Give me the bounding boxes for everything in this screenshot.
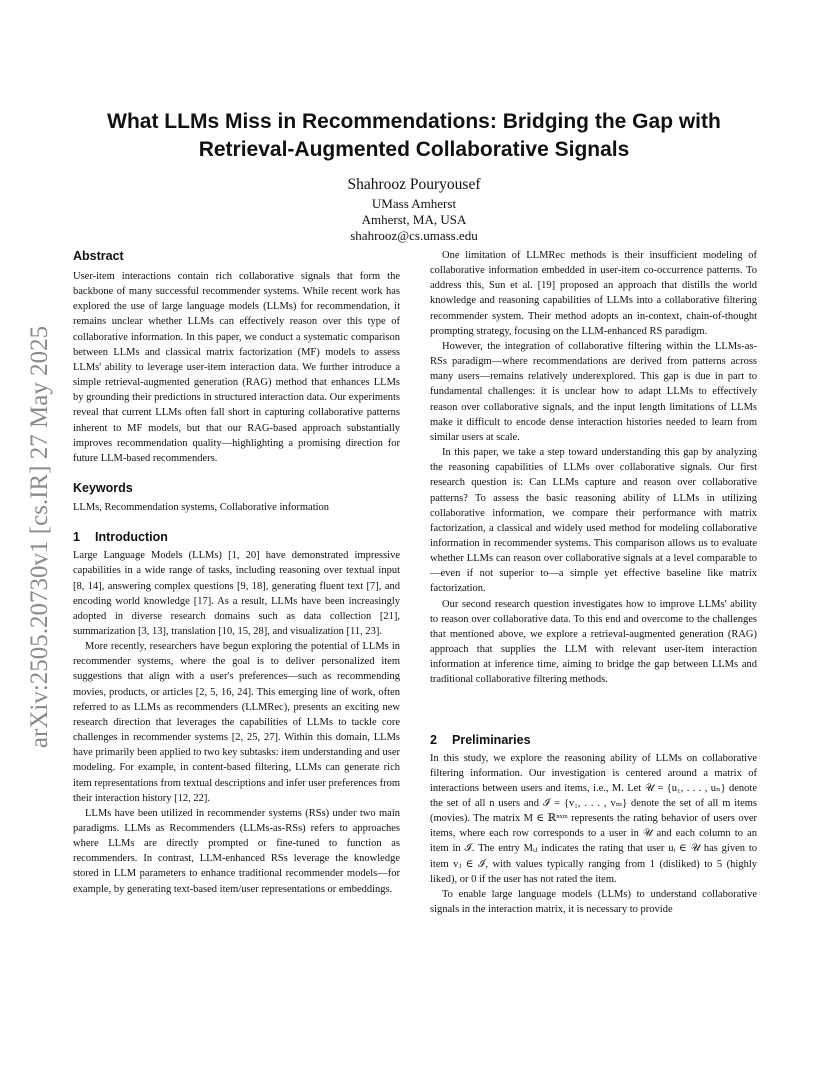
prelim-paragraph: In this study, we explore the reasoning ability of LLMs on collaborative filtering information. Our investigation is centered around a matrix of interactions between users and items, i.e., M. Let 𝒰 = {u₁, . . . , uₙ} denote the set of all n users and ℐ = {v₁, . . . , vₘ} denote the set of all m items (movies). The matrix M ∈ ℝⁿˣᵐ represents the rating behavior of users over items, where each row corresponds to a user in 𝒰 and each column to an item in ℐ. The entry Mᵢⱼ indicates the rating that user uᵢ ∈ 𝒰 has given to item vⱼ ∈ ℐ, with values typically ranging from 1 (disliked) to 5 (highly liked), or 0 if the user has not rated the item. (430, 752, 757, 885)
body-paragraph: However, the integration of collaborative filtering within the LLMs-as-RSs paradigm—where recommendations are derived from patterns across many users—remains relatively underexplored. This gap is due in part to fundamental challenges: it is unclear how to adapt LLMs to effectively reason over collaborative signals, and the input length limitations of LLMs make it difficult to encode dense interaction histories needed to learn from similar users at scale. (430, 340, 757, 443)
keywords-heading: Keywords (73, 481, 133, 496)
intro-paragraph: LLMs have been utilized in recommender systems (RSs) under two main paradigms. LLMs as Recommenders (LLMs-as-RSs) refers to approaches where LLMs are directly prompted or fine-tuned to function as recommenders. In contrast, LLM-enhanced RSs leverage the knowledge stored in LLM parameters to enhance traditional recommender models—for example, by generating text-based item/user representations or embeddings. (73, 807, 400, 895)
section-title: Preliminaries (452, 732, 531, 747)
section-heading-preliminaries (430, 732, 757, 748)
abstract-heading: Abstract (73, 249, 124, 263)
intro-paragraph: More recently, researchers have begun exploring the potential of LLMs in recommender systems, where the goal is to deliver personalized item suggestions that align with a user's preferences—such as recommending movies, products, or articles [2, 5, 16, 24]. This emerging line of work, often referred to as LLMs as recommenders (LLMRec), presents an exciting new research direction that leverages the capabilities of LLMs to tackle core challenges in recommender systems [2, 25, 27]. Within this domain, LLMs have primarily been applied to two key subtasks: item understanding and user modeling. For example, in content-based filtering, LLMs can generate rich item representations from textual descriptions and infer user preferences from their interaction history [12, 22]. (73, 641, 400, 804)
paper-title: What LLMs Miss in Recommendations: Bridging the Gap with Retrieval-Augmented Collaborative Signals (107, 110, 721, 161)
section-number: 2 (430, 732, 437, 747)
keywords-text: LLMs, Recommendation systems, Collaborative information (73, 502, 330, 514)
author-location: Amherst, MA, USA (361, 212, 467, 227)
abstract-text: User-item interactions contain rich collaborative signals that form the backbone of many successful recommender systems. While recent work has explored the use of large language models (LLMs) for recommendation, it remains unclear whether LLMs can effectively reason over this type of collaborative information. In this paper, we conduct a systematic comparison between LLMs and classical matrix factorization (MF) models to assess LLMs' ability to leverage user-item interaction data. We further introduce a simple retrieval-augmented generation (RAG) method that enhances LLMs by grounding their predictions in structured interaction data. Our experiments reveal that current LLMs often fall short in capturing collaborative patterns inherent to MF models, but that our RAG-based approach substantially improves recommendation quality—highlighting a promising direction for future LLM-based recommenders. (73, 271, 400, 464)
body-paragraph: In this paper, we take a step toward understanding this gap by analyzing the reasoning capabilities of LLMs over collaborative signals. Our first research question is: Can LLMs capture and reason over collaborative patterns? To assess the basic reasoning ability of LLMs in utilizing collaborative information, we compare their performance with matrix factorization, a classical and widely used method for modeling collaborative information in recommender systems. This comparison allows us to evaluate whether LLMs can reason over collaborative signals at a level comparable to—even if not superior to—a simple yet effective baseline like matrix factorization. (430, 447, 757, 595)
arxiv-identifier: arXiv:2505.20730v1 [cs.IR] 27 May 2025 (26, 325, 53, 749)
author-name: Shahrooz Pouryousef (347, 176, 481, 193)
body-paragraph: One limitation of LLMRec methods is their insufficient modeling of collaborative information embedded in user-item co-occurrence patterns. To address this, Sun et al. [19] proposed an approach that distills the world knowledge and reasoning capabilities of LLMs into a collaborative filtering recommender system. Their method adopts an in-context, chain-of-thought prompting strategy, focusing on the LLM-enhanced RS paradigm. (430, 250, 757, 337)
section-number: 1 (73, 530, 80, 545)
author-affiliation: UMass Amherst (371, 196, 457, 211)
section-title: Introduction (95, 530, 168, 545)
section-heading-introduction (73, 529, 400, 545)
left-column (73, 248, 400, 897)
author-email: shahrooz@cs.umass.edu (350, 228, 478, 243)
intro-paragraph: Large Language Models (LLMs) [1, 20] have demonstrated impressive capabilities in a wide range of tasks, including reasoning over textual input [8, 14], answering complex questions [9, 18], generating fluent text [7], and encoding world knowledge [17]. As a result, LLMs have been increasingly adopted in diverse research domains such as data collection [21], summarization [3, 13], translation [10, 15, 28], and visualization [11, 23]. (73, 550, 400, 637)
body-paragraph: Our second research question investigates how to improve LLMs' ability to reason over collaborative data. To this end and overcome to the challenges that mentioned above, we explore a retrieval-augmented generation (RAG) approach that supplies the LLM with relevant user-item interaction information at inference time, aiming to bridge the gap between LLMs and traditional collaborative filtering methods. (430, 598, 757, 686)
prelim-paragraph: To enable large language models (LLMs) to understand collaborative signals in the interaction matrix, it is necessary to provide (430, 888, 757, 916)
right-column (430, 248, 757, 917)
